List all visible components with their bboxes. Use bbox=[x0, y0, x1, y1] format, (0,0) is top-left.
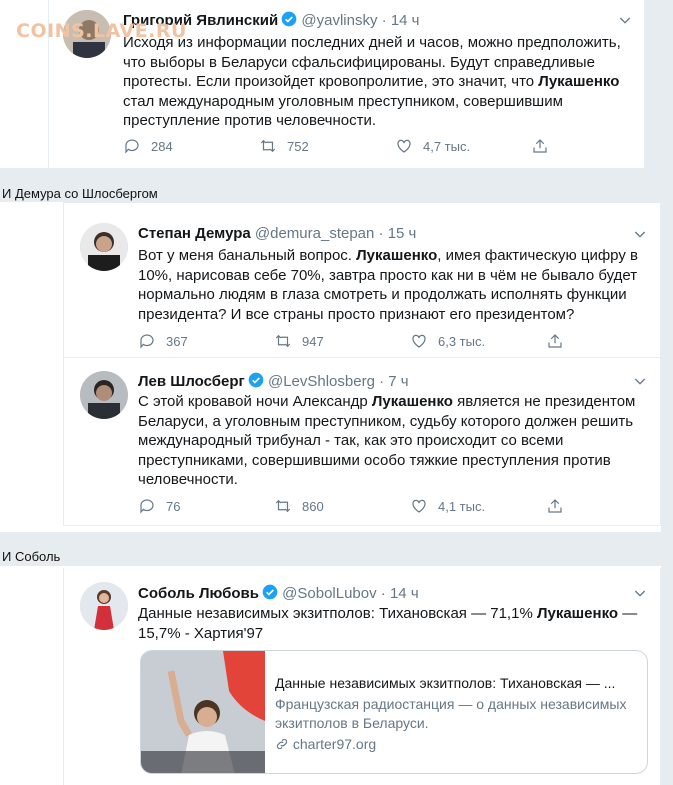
verified-badge-icon bbox=[281, 11, 297, 27]
tweet-text bbox=[138, 392, 648, 490]
chevron-down-icon[interactable] bbox=[617, 12, 633, 28]
author-handle[interactable]: @yavlinsky bbox=[301, 12, 378, 29]
timestamp[interactable]: 14 ч bbox=[390, 12, 420, 29]
share-icon bbox=[531, 137, 549, 155]
share-button[interactable] bbox=[546, 497, 574, 515]
text-part: стал международным уголовным преступником, совершившим преступление против человечности. bbox=[123, 92, 563, 129]
gray-band-2 bbox=[0, 532, 673, 566]
tweet-header bbox=[138, 225, 416, 242]
share-button[interactable] bbox=[546, 332, 574, 350]
avatar[interactable] bbox=[80, 371, 128, 419]
link-icon bbox=[275, 737, 289, 751]
tweet-shlosberg[interactable] bbox=[64, 359, 660, 525]
separator-dot: · bbox=[378, 225, 384, 242]
author-handle[interactable]: @LevShlosberg bbox=[267, 373, 375, 390]
card-domain bbox=[275, 736, 376, 752]
text-part: Данные независимых экзитполов: Тихановская — 71,1% bbox=[138, 605, 537, 622]
reply-button[interactable] bbox=[123, 137, 173, 155]
retweet-button[interactable] bbox=[259, 137, 309, 155]
text-part: Исходя из информации последних дней и часов, можно предположить, что выборы в Беларуси сфальсифицированы. Будут справедливые протесты. Если произойдет кровопролитие, это значит, что bbox=[123, 34, 621, 90]
heart-icon bbox=[410, 497, 428, 515]
tweet-header bbox=[138, 372, 409, 390]
share-icon bbox=[546, 497, 564, 515]
card-title: Данные независимых экзитполов: Тихановская — ... bbox=[275, 675, 616, 691]
tweet-sobol[interactable] bbox=[63, 568, 661, 785]
timestamp[interactable]: 7 ч bbox=[388, 373, 409, 390]
like-count: 4,7 тыс. bbox=[423, 138, 471, 154]
author-name[interactable]: Григорий Явлинский bbox=[123, 12, 279, 29]
heart-icon bbox=[395, 137, 413, 155]
like-count: 4,1 тыс. bbox=[438, 498, 486, 514]
timestamp[interactable]: 15 ч bbox=[387, 225, 417, 242]
timestamp[interactable]: 14 ч bbox=[389, 585, 419, 602]
reply-count: 76 bbox=[166, 498, 181, 514]
chevron-down-icon[interactable] bbox=[632, 585, 648, 601]
avatar[interactable] bbox=[80, 582, 128, 630]
reply-icon bbox=[138, 497, 156, 515]
retweet-count: 860 bbox=[302, 498, 324, 514]
gray-side-band-2 bbox=[661, 202, 673, 532]
text-part: является не президентом Беларуси, а уголовным преступником, судьбу которого должен решить международный трибунал - так, как это происходит со всеми преступниками, совершившими особо тяжкие преступления против человечности. bbox=[138, 393, 636, 488]
retweet-button[interactable] bbox=[274, 497, 324, 515]
chevron-down-icon[interactable] bbox=[632, 226, 648, 242]
verified-badge-icon bbox=[262, 584, 278, 600]
heart-icon bbox=[410, 332, 428, 350]
like-button[interactable] bbox=[410, 497, 485, 515]
tweet-text bbox=[138, 246, 648, 324]
chevron-down-icon[interactable] bbox=[632, 373, 648, 389]
share-icon bbox=[546, 332, 564, 350]
separator-dot: · bbox=[381, 12, 387, 29]
thread-panel bbox=[63, 202, 661, 526]
author-handle[interactable]: @demura_stepan bbox=[254, 225, 375, 242]
tweet-text bbox=[138, 604, 648, 643]
reply-count: 367 bbox=[166, 333, 188, 349]
tweet-demura[interactable] bbox=[64, 203, 660, 358]
text-part: С этой кровавой ночи Александр bbox=[138, 393, 372, 410]
tweet-actions bbox=[138, 497, 638, 517]
retweet-count: 947 bbox=[302, 333, 324, 349]
card-domain-text: charter97.org bbox=[292, 736, 377, 752]
retweet-icon bbox=[259, 137, 277, 155]
text-part: Вот у меня банальный вопрос. bbox=[138, 247, 357, 264]
reply-count: 284 bbox=[151, 138, 173, 154]
text-part: , имея фактическую цифру в 10%, нарисовав себе 70%, завтра просто как ни в чём не бывало будет нормально людям в глаза смотреть и продолжать исполнять функции президента? И все страны просто признают его президентом? bbox=[138, 247, 638, 323]
text-bold: Лукашенко bbox=[536, 605, 619, 622]
retweet-icon bbox=[274, 332, 292, 350]
reply-button[interactable] bbox=[138, 497, 180, 515]
share-button[interactable] bbox=[531, 137, 559, 155]
author-name[interactable]: Лев Шлосберг bbox=[138, 373, 245, 390]
retweet-icon bbox=[274, 497, 292, 515]
reply-icon bbox=[138, 332, 156, 350]
text-bold: Лукашенко bbox=[371, 393, 453, 410]
like-button[interactable] bbox=[410, 332, 485, 350]
text-part: — 15,7% - Хартия'97 bbox=[138, 605, 638, 642]
reply-icon bbox=[123, 137, 141, 155]
gray-side-band-3 bbox=[661, 566, 673, 785]
text-bold: Лукашенко bbox=[356, 247, 438, 264]
section-label-sobol: И Соболь bbox=[2, 549, 61, 564]
tweet-actions bbox=[123, 137, 623, 157]
retweet-count: 752 bbox=[287, 138, 309, 154]
reply-button[interactable] bbox=[138, 332, 188, 350]
like-count: 6,3 тыс. bbox=[438, 333, 486, 349]
card-thumbnail bbox=[141, 651, 265, 773]
author-name[interactable]: Степан Демура bbox=[138, 225, 251, 242]
like-button[interactable] bbox=[395, 137, 470, 155]
tweet-actions bbox=[138, 332, 638, 352]
author-name[interactable]: Соболь Любовь bbox=[138, 585, 259, 602]
tweet-header bbox=[138, 584, 419, 602]
tweet-text bbox=[123, 33, 633, 131]
avatar[interactable] bbox=[80, 223, 128, 271]
site-watermark: COINS.LAVE.RU bbox=[16, 20, 187, 42]
author-handle[interactable]: @SobolLubov bbox=[282, 585, 377, 602]
link-preview-card[interactable] bbox=[140, 650, 648, 774]
gray-background bbox=[0, 0, 8, 168]
verified-badge-icon bbox=[248, 372, 264, 388]
separator-dot: · bbox=[379, 373, 385, 390]
section-label-demura: И Демура со Шлосбергом bbox=[2, 186, 158, 201]
text-bold: Лукашенко bbox=[538, 73, 620, 90]
retweet-button[interactable] bbox=[274, 332, 324, 350]
separator-dot: · bbox=[380, 585, 386, 602]
card-description: Французская радиостанция — о данных независимых экзитполов в Беларуси. bbox=[275, 696, 627, 731]
